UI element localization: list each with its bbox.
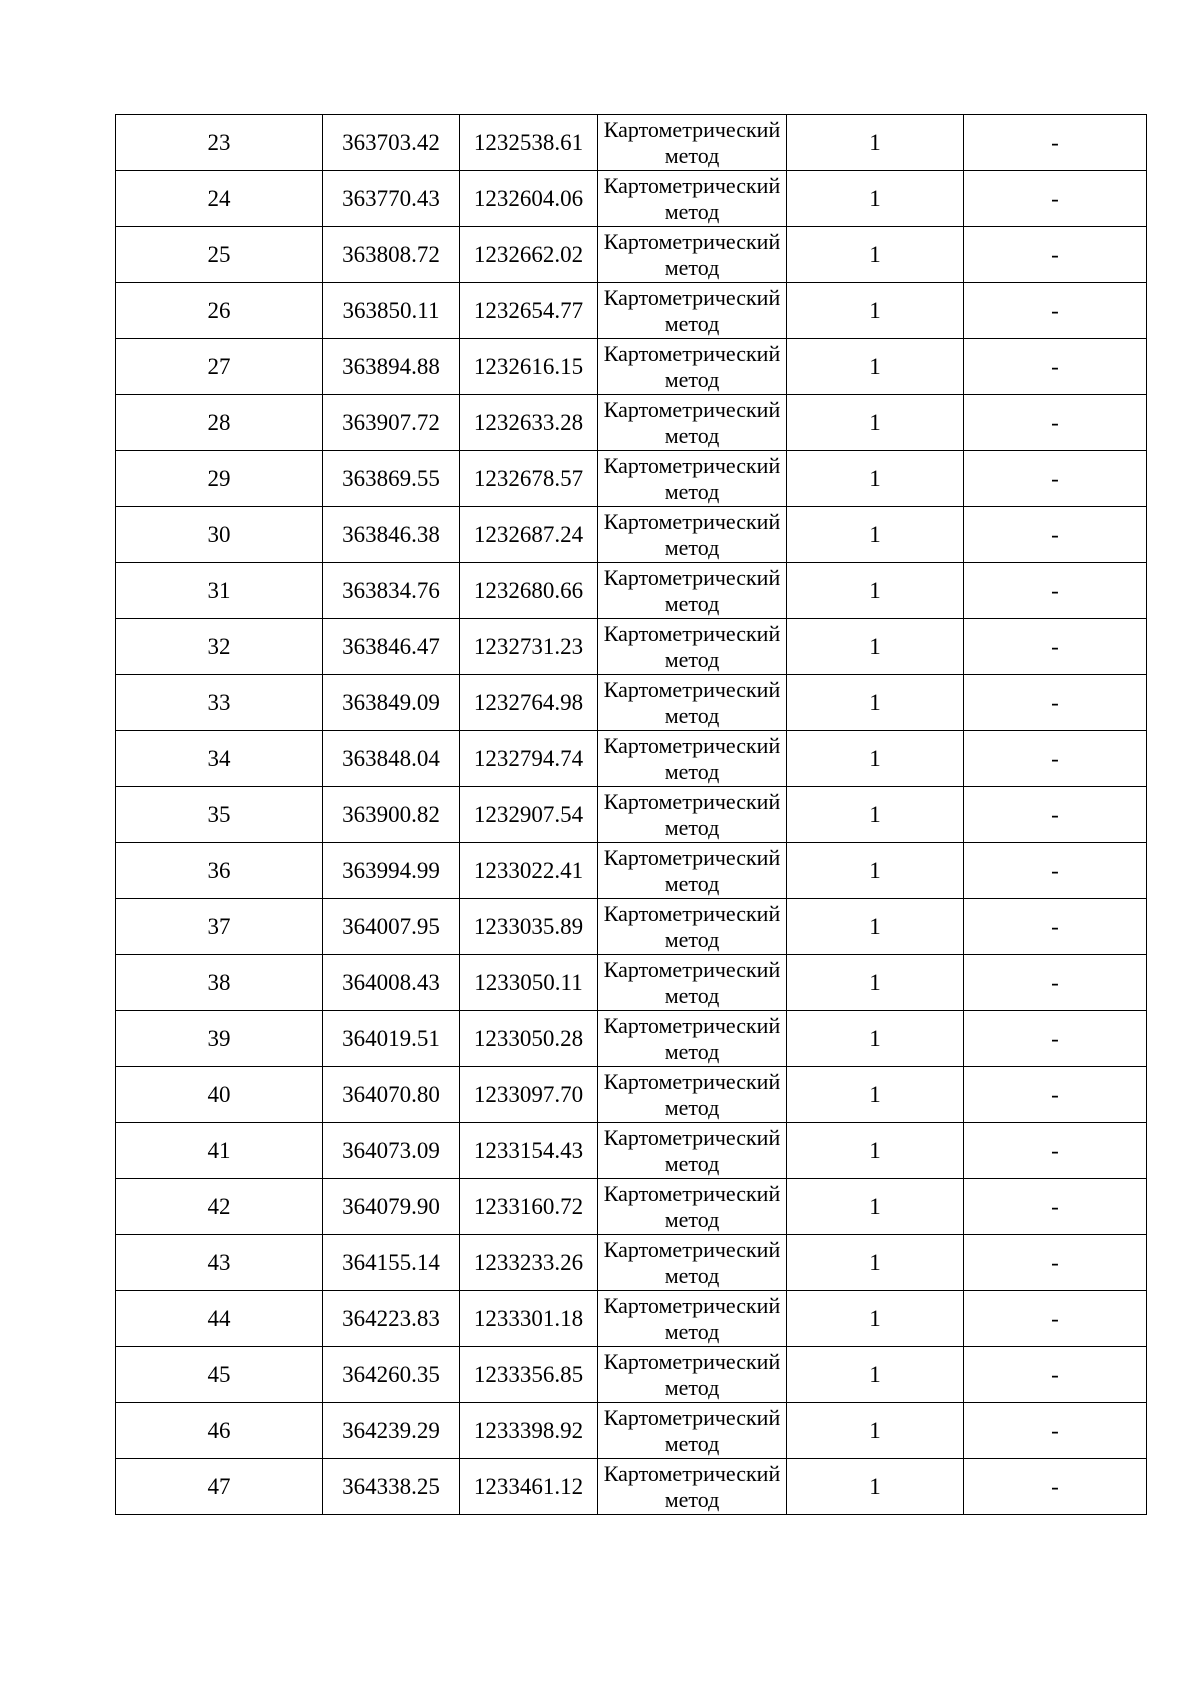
method-cell: Картометрический метод xyxy=(598,395,787,451)
method-cell: Картометрический метод xyxy=(598,283,787,339)
note-cell: - xyxy=(964,451,1147,507)
method-cell: Картометрический метод xyxy=(598,843,787,899)
coordinate-x-cell: 364223.83 xyxy=(323,1291,460,1347)
coordinate-x-cell: 363848.04 xyxy=(323,731,460,787)
coordinate-y-cell: 1232678.57 xyxy=(460,451,598,507)
table-row xyxy=(116,507,1147,563)
coordinate-y-cell: 1232633.28 xyxy=(460,395,598,451)
coordinate-x-cell: 364260.35 xyxy=(323,1347,460,1403)
note-cell: - xyxy=(964,1011,1147,1067)
accuracy-cell: 1 xyxy=(787,395,964,451)
method-cell: Картометрический метод xyxy=(598,451,787,507)
accuracy-cell: 1 xyxy=(787,1291,964,1347)
coordinate-y-cell: 1233398.92 xyxy=(460,1403,598,1459)
method-cell: Картометрический метод xyxy=(598,563,787,619)
table-row xyxy=(116,1403,1147,1459)
note-cell: - xyxy=(964,1235,1147,1291)
coordinate-y-cell: 1232662.02 xyxy=(460,227,598,283)
coordinate-x-cell: 364073.09 xyxy=(323,1123,460,1179)
point-number-cell: 36 xyxy=(116,843,323,899)
coordinate-y-cell: 1233301.18 xyxy=(460,1291,598,1347)
method-cell: Картометрический метод xyxy=(598,619,787,675)
coordinate-y-cell: 1233022.41 xyxy=(460,843,598,899)
coordinate-y-cell: 1233050.11 xyxy=(460,955,598,1011)
point-number-cell: 29 xyxy=(116,451,323,507)
method-cell: Картометрический метод xyxy=(598,1011,787,1067)
coordinate-y-cell: 1233356.85 xyxy=(460,1347,598,1403)
table-row xyxy=(116,115,1147,171)
coordinate-x-cell: 363849.09 xyxy=(323,675,460,731)
note-cell: - xyxy=(964,955,1147,1011)
coordinates-table-body xyxy=(116,115,1147,1515)
point-number-cell: 26 xyxy=(116,283,323,339)
note-cell: - xyxy=(964,395,1147,451)
method-cell: Картометрический метод xyxy=(598,1235,787,1291)
method-cell: Картометрический метод xyxy=(598,1179,787,1235)
coordinate-x-cell: 363846.47 xyxy=(323,619,460,675)
method-cell: Картометрический метод xyxy=(598,1123,787,1179)
note-cell: - xyxy=(964,227,1147,283)
point-number-cell: 45 xyxy=(116,1347,323,1403)
table-row xyxy=(116,339,1147,395)
coordinate-y-cell: 1232907.54 xyxy=(460,787,598,843)
point-number-cell: 42 xyxy=(116,1179,323,1235)
table-row xyxy=(116,1235,1147,1291)
method-cell: Картометрический метод xyxy=(598,675,787,731)
method-cell: Картометрический метод xyxy=(598,339,787,395)
coordinate-x-cell: 363869.55 xyxy=(323,451,460,507)
table-row xyxy=(116,563,1147,619)
point-number-cell: 39 xyxy=(116,1011,323,1067)
point-number-cell: 23 xyxy=(116,115,323,171)
table-row xyxy=(116,843,1147,899)
accuracy-cell: 1 xyxy=(787,115,964,171)
coordinate-x-cell: 364338.25 xyxy=(323,1459,460,1515)
point-number-cell: 40 xyxy=(116,1067,323,1123)
method-cell: Картометрический метод xyxy=(598,115,787,171)
table-row xyxy=(116,675,1147,731)
method-cell: Картометрический метод xyxy=(598,1403,787,1459)
table-row xyxy=(116,1011,1147,1067)
accuracy-cell: 1 xyxy=(787,451,964,507)
accuracy-cell: 1 xyxy=(787,563,964,619)
note-cell: - xyxy=(964,787,1147,843)
coordinate-y-cell: 1233233.26 xyxy=(460,1235,598,1291)
coordinate-x-cell: 363900.82 xyxy=(323,787,460,843)
accuracy-cell: 1 xyxy=(787,899,964,955)
method-cell: Картометрический метод xyxy=(598,1291,787,1347)
point-number-cell: 46 xyxy=(116,1403,323,1459)
table-row xyxy=(116,451,1147,507)
accuracy-cell: 1 xyxy=(787,955,964,1011)
accuracy-cell: 1 xyxy=(787,1123,964,1179)
point-number-cell: 32 xyxy=(116,619,323,675)
point-number-cell: 27 xyxy=(116,339,323,395)
method-cell: Картометрический метод xyxy=(598,1067,787,1123)
point-number-cell: 30 xyxy=(116,507,323,563)
method-cell: Картометрический метод xyxy=(598,787,787,843)
accuracy-cell: 1 xyxy=(787,1179,964,1235)
point-number-cell: 41 xyxy=(116,1123,323,1179)
coordinate-x-cell: 364079.90 xyxy=(323,1179,460,1235)
table-row xyxy=(116,619,1147,675)
coordinate-x-cell: 363994.99 xyxy=(323,843,460,899)
coordinate-x-cell: 364070.80 xyxy=(323,1067,460,1123)
table-row xyxy=(116,227,1147,283)
accuracy-cell: 1 xyxy=(787,339,964,395)
note-cell: - xyxy=(964,843,1147,899)
note-cell: - xyxy=(964,171,1147,227)
coordinate-y-cell: 1232654.77 xyxy=(460,283,598,339)
table-row xyxy=(116,955,1147,1011)
coordinate-y-cell: 1232604.06 xyxy=(460,171,598,227)
coordinate-x-cell: 363850.11 xyxy=(323,283,460,339)
note-cell: - xyxy=(964,899,1147,955)
coordinate-x-cell: 363907.72 xyxy=(323,395,460,451)
coordinate-y-cell: 1233461.12 xyxy=(460,1459,598,1515)
note-cell: - xyxy=(964,1291,1147,1347)
accuracy-cell: 1 xyxy=(787,619,964,675)
accuracy-cell: 1 xyxy=(787,1459,964,1515)
note-cell: - xyxy=(964,115,1147,171)
coordinate-y-cell: 1232616.15 xyxy=(460,339,598,395)
note-cell: - xyxy=(964,563,1147,619)
table-row xyxy=(116,395,1147,451)
table-row xyxy=(116,1347,1147,1403)
coordinate-y-cell: 1232687.24 xyxy=(460,507,598,563)
table-row xyxy=(116,171,1147,227)
table-row xyxy=(116,283,1147,339)
point-number-cell: 44 xyxy=(116,1291,323,1347)
table-row xyxy=(116,1291,1147,1347)
point-number-cell: 33 xyxy=(116,675,323,731)
point-number-cell: 35 xyxy=(116,787,323,843)
accuracy-cell: 1 xyxy=(787,787,964,843)
point-number-cell: 31 xyxy=(116,563,323,619)
table-row xyxy=(116,1067,1147,1123)
coordinate-x-cell: 363703.42 xyxy=(323,115,460,171)
coordinate-y-cell: 1232764.98 xyxy=(460,675,598,731)
coordinates-table xyxy=(115,114,1147,1515)
coordinate-x-cell: 363834.76 xyxy=(323,563,460,619)
coordinate-y-cell: 1232731.23 xyxy=(460,619,598,675)
method-cell: Картометрический метод xyxy=(598,899,787,955)
coordinate-x-cell: 363894.88 xyxy=(323,339,460,395)
accuracy-cell: 1 xyxy=(787,283,964,339)
coordinate-y-cell: 1233097.70 xyxy=(460,1067,598,1123)
note-cell: - xyxy=(964,731,1147,787)
accuracy-cell: 1 xyxy=(787,171,964,227)
accuracy-cell: 1 xyxy=(787,1067,964,1123)
note-cell: - xyxy=(964,1347,1147,1403)
table-row xyxy=(116,1179,1147,1235)
coordinate-x-cell: 364008.43 xyxy=(323,955,460,1011)
point-number-cell: 43 xyxy=(116,1235,323,1291)
note-cell: - xyxy=(964,1179,1147,1235)
note-cell: - xyxy=(964,283,1147,339)
coordinate-x-cell: 363808.72 xyxy=(323,227,460,283)
accuracy-cell: 1 xyxy=(787,1235,964,1291)
coordinate-y-cell: 1233035.89 xyxy=(460,899,598,955)
accuracy-cell: 1 xyxy=(787,507,964,563)
point-number-cell: 34 xyxy=(116,731,323,787)
coordinate-y-cell: 1233160.72 xyxy=(460,1179,598,1235)
accuracy-cell: 1 xyxy=(787,1347,964,1403)
method-cell: Картометрический метод xyxy=(598,507,787,563)
coordinate-y-cell: 1232680.66 xyxy=(460,563,598,619)
method-cell: Картометрический метод xyxy=(598,731,787,787)
note-cell: - xyxy=(964,1459,1147,1515)
coordinate-y-cell: 1232794.74 xyxy=(460,731,598,787)
note-cell: - xyxy=(964,339,1147,395)
method-cell: Картометрический метод xyxy=(598,1347,787,1403)
coordinate-x-cell: 363846.38 xyxy=(323,507,460,563)
coordinate-y-cell: 1233050.28 xyxy=(460,1011,598,1067)
point-number-cell: 25 xyxy=(116,227,323,283)
table-row xyxy=(116,899,1147,955)
method-cell: Картометрический метод xyxy=(598,1459,787,1515)
accuracy-cell: 1 xyxy=(787,1403,964,1459)
note-cell: - xyxy=(964,619,1147,675)
coordinate-y-cell: 1232538.61 xyxy=(460,115,598,171)
method-cell: Картометрический метод xyxy=(598,955,787,1011)
point-number-cell: 37 xyxy=(116,899,323,955)
method-cell: Картометрический метод xyxy=(598,171,787,227)
accuracy-cell: 1 xyxy=(787,1011,964,1067)
table-row xyxy=(116,731,1147,787)
note-cell: - xyxy=(964,1403,1147,1459)
point-number-cell: 38 xyxy=(116,955,323,1011)
table-row xyxy=(116,1123,1147,1179)
point-number-cell: 47 xyxy=(116,1459,323,1515)
coordinate-x-cell: 364239.29 xyxy=(323,1403,460,1459)
coordinate-y-cell: 1233154.43 xyxy=(460,1123,598,1179)
accuracy-cell: 1 xyxy=(787,731,964,787)
note-cell: - xyxy=(964,675,1147,731)
point-number-cell: 24 xyxy=(116,171,323,227)
coordinate-x-cell: 363770.43 xyxy=(323,171,460,227)
method-cell: Картометрический метод xyxy=(598,227,787,283)
note-cell: - xyxy=(964,507,1147,563)
point-number-cell: 28 xyxy=(116,395,323,451)
table-row xyxy=(116,1459,1147,1515)
coordinate-x-cell: 364155.14 xyxy=(323,1235,460,1291)
table-row xyxy=(116,787,1147,843)
accuracy-cell: 1 xyxy=(787,227,964,283)
note-cell: - xyxy=(964,1067,1147,1123)
coordinate-x-cell: 364019.51 xyxy=(323,1011,460,1067)
note-cell: - xyxy=(964,1123,1147,1179)
accuracy-cell: 1 xyxy=(787,675,964,731)
accuracy-cell: 1 xyxy=(787,843,964,899)
coordinate-x-cell: 364007.95 xyxy=(323,899,460,955)
